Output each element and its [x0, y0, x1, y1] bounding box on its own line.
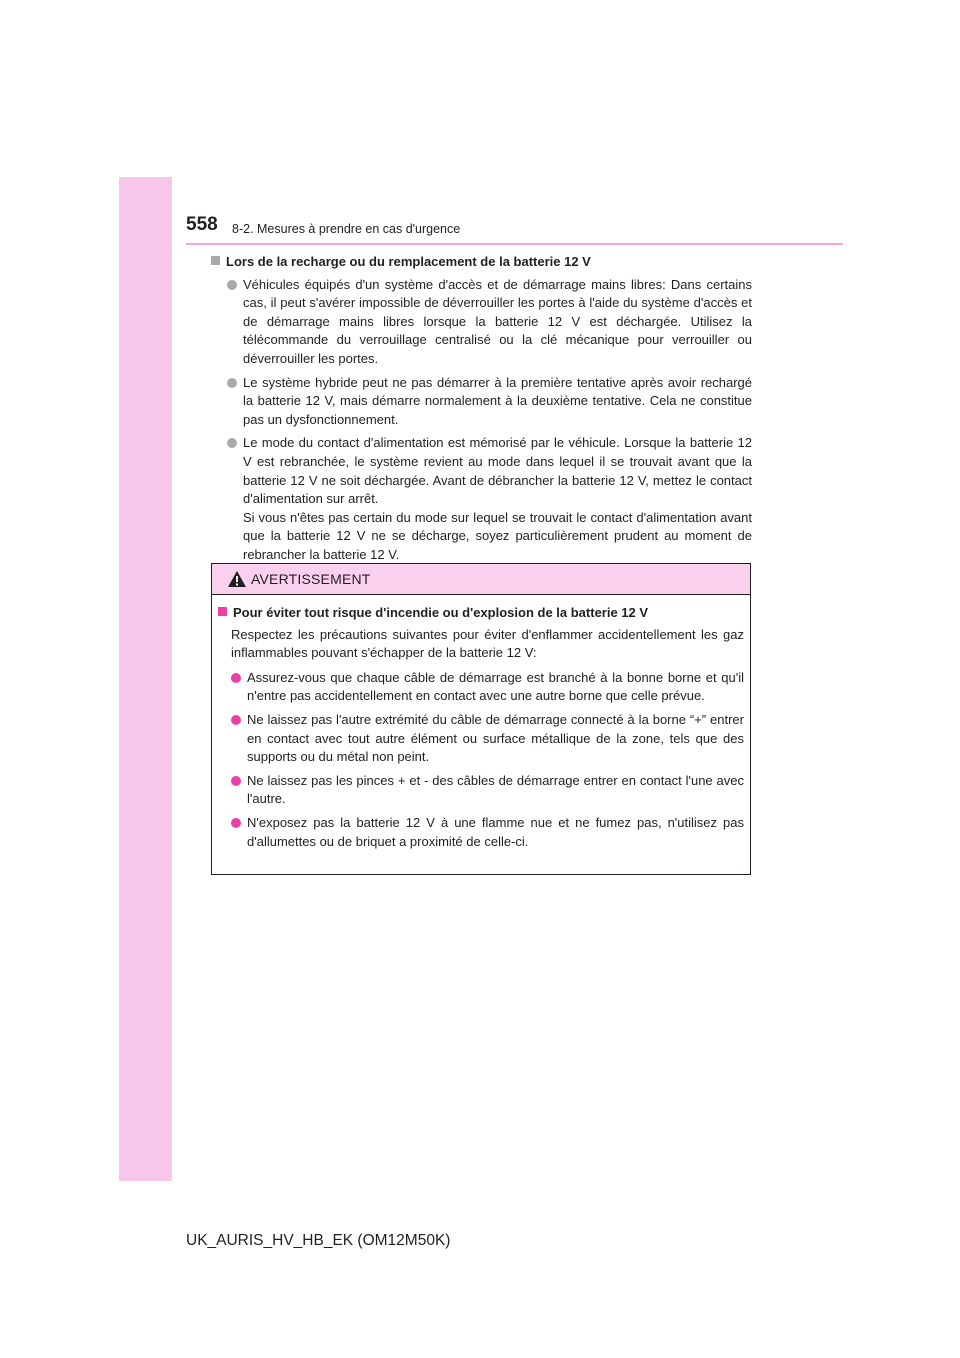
bullet-list: [211, 276, 752, 565]
header-divider: [186, 243, 843, 245]
warning-bullet-list: [218, 669, 744, 851]
list-item: [218, 669, 744, 706]
warning-title: AVERTISSEMENT: [251, 571, 371, 587]
round-bullet-icon: [231, 776, 241, 786]
square-bullet-icon: [218, 607, 227, 616]
warning-heading-text: Pour éviter tout risque d'incendie ou d'explosion de la batterie 12 V: [233, 605, 649, 620]
round-bullet-icon: [231, 673, 241, 683]
page-number: 558: [186, 214, 218, 235]
section-heading-text: Lors de la recharge ou du remplacement de la batterie 12 V: [226, 254, 591, 269]
bullet-paragraph: Si vous n'êtes pas certain du mode sur lequel se trouvait le contact d'alimentation avant que la batterie 12 V ne se décharge, soyez particulièrement prudent au moment de rebrancher la batterie 12 V.: [243, 509, 752, 562]
main-content: [211, 253, 752, 570]
warning-bullet-text: Ne laissez pas l'autre extrémité du câble de démarrage connecté à la borne “+” entrer en contact avec tout autre élément ou surface métallique de la zone, tels que des supports ou du métal non peint.: [247, 711, 744, 765]
bullet-paragraph: Véhicules équipés d'un système d'accès et de démarrage mains libres: Dans certains cas, il peut s'avérer impossible de déverrouiller les portes à l'aide du système d'accès et de démarrage mains libres lorsque la batterie 12 V est déchargée. Utilisez la télécommande du verrouillage centralisé ou la clé mécanique pour verrouiller ou déverrouiller les portes.: [243, 276, 752, 366]
round-bullet-icon: [231, 818, 241, 828]
round-bullet-icon: [227, 378, 237, 388]
warning-body: [212, 595, 750, 851]
list-item: [211, 434, 752, 564]
bullet-paragraph: Le mode du contact d'alimentation est mémorisé par le véhicule. Lorsque la batterie 12 V est rebranchée, le système revient au mode dans lequel il se trouvait avant que la batterie 12 V ne soit déchargée. Avant de débrancher la batterie 12 V, mettez le contact d'alimentation sur arrêt.: [243, 435, 752, 507]
warning-intro: Respectez les précautions suivantes pour éviter d'enflammer accidentellement les gaz inflammables pouvant s'échapper de la batterie 12 V:: [231, 626, 744, 661]
list-item: [218, 814, 744, 851]
warning-bullet-text: Assurez-vous que chaque câble de démarrage est branché à la bonne borne et qu'il n'entre pas accidentellement en contact avec une autre borne que celle prévue.: [247, 669, 744, 704]
warning-box: [211, 563, 751, 875]
warning-header: [212, 564, 750, 595]
round-bullet-icon: [227, 438, 237, 448]
section-heading: [211, 253, 752, 272]
round-bullet-icon: [231, 715, 241, 725]
square-bullet-icon: [211, 256, 220, 265]
list-item: [211, 276, 752, 369]
warning-bullet-text: N'exposez pas la batterie 12 V à une flamme nue et ne fumez pas, n'utilisez pas d'allumettes ou de briquet a proximité de celle-ci.: [247, 814, 744, 849]
warning-bullet-text: Ne laissez pas les pinces + et - des câbles de démarrage entrer en contact l'une avec l'autre.: [247, 772, 744, 807]
list-item: [211, 374, 752, 430]
list-item: [218, 711, 744, 767]
manual-code-footer: UK_AURIS_HV_HB_EK (OM12M50K): [186, 1232, 451, 1249]
section-title: 8-2. Mesures à prendre en cas d'urgence: [232, 222, 461, 236]
warning-heading: [218, 604, 744, 623]
chapter-sidebar-tab: [119, 177, 172, 1181]
warning-triangle-icon: [227, 570, 247, 588]
list-item: [218, 772, 744, 809]
bullet-paragraph: Le système hybride peut ne pas démarrer à la première tentative après avoir rechargé la batterie 12 V, mais démarre normalement à la deuxième tentative. Cela ne constitue pas un dysfonctionnement.: [243, 374, 752, 427]
round-bullet-icon: [227, 280, 237, 290]
